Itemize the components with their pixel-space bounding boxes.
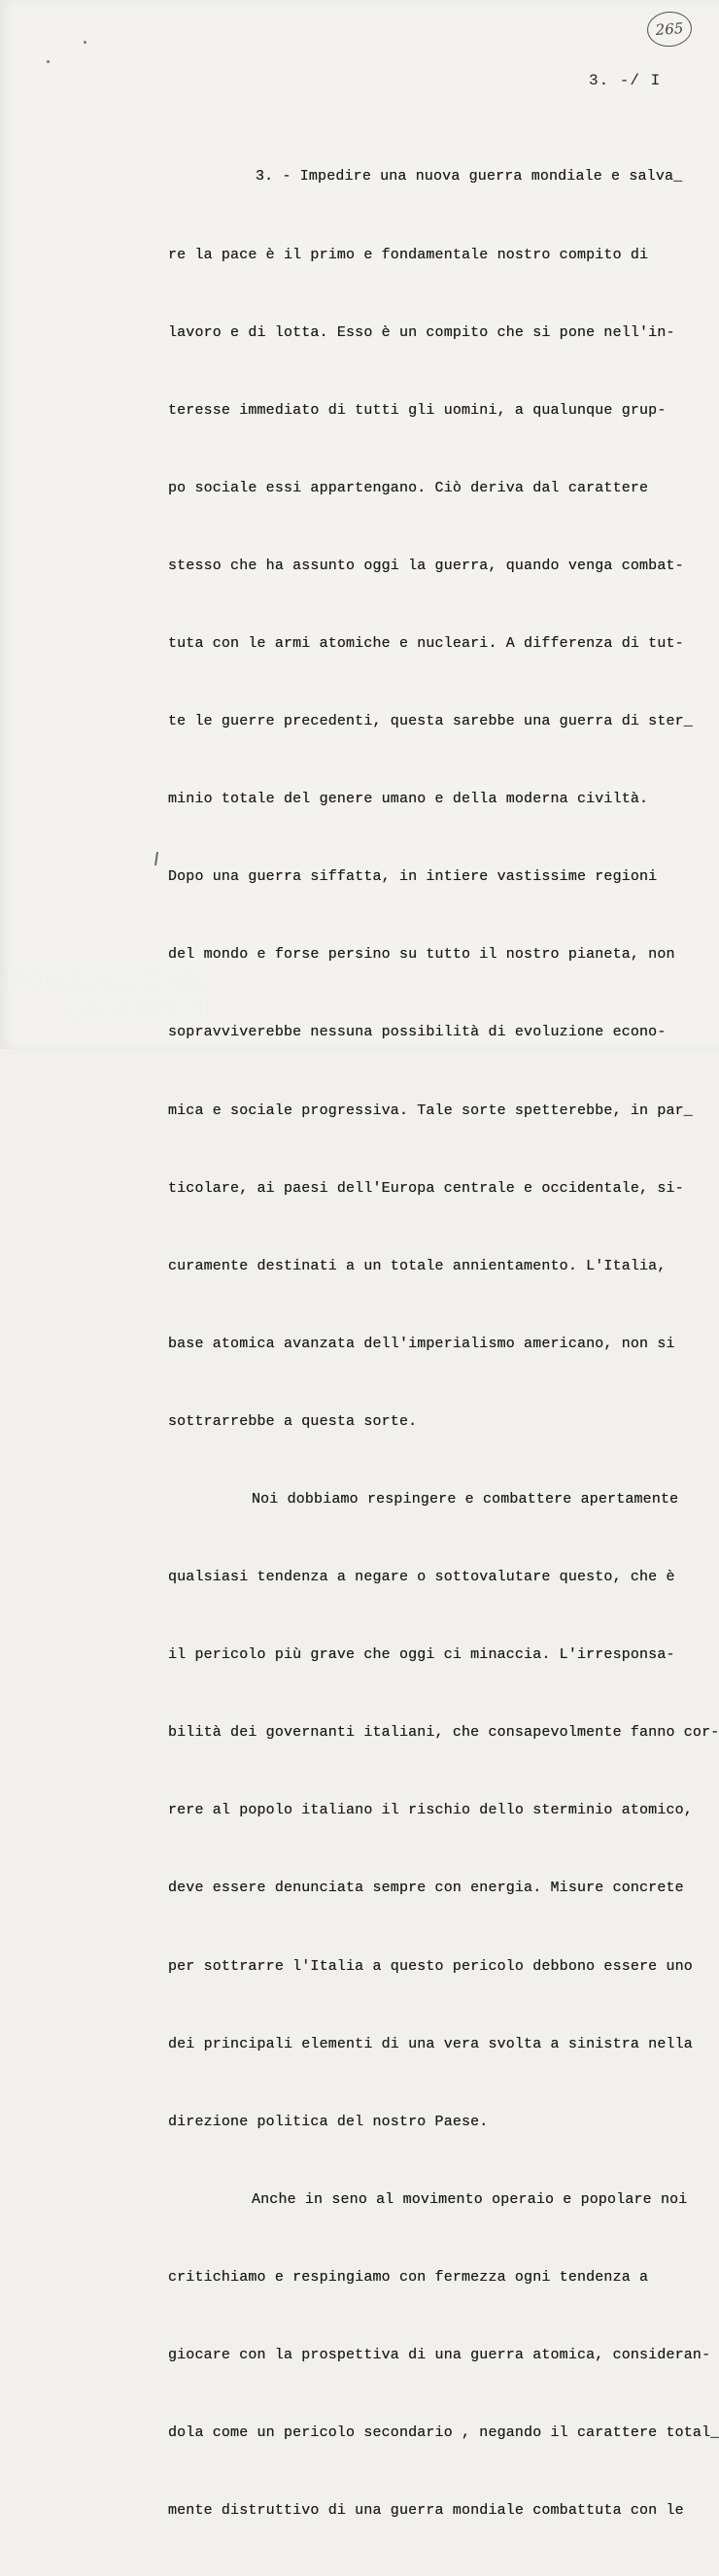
text-line: giocare con la prospettiva di una guerra atomica, consideran-	[168, 2347, 711, 2364]
text-line: sottrarrebbe a questa sorte.	[168, 1412, 418, 1430]
text-line: qualsiasi tendenza a negare o sottovalutare questo, che è	[168, 1569, 675, 1586]
text-line: minio totale del genere umano e della moderna civiltà.	[168, 791, 649, 808]
text-line: Noi dobbiamo respingere e combattere apertamente	[252, 1491, 679, 1508]
watermark-line-1: FONDAZIONE	[6, 966, 209, 998]
text-line: ticolare, ai paesi dell'Europa centrale e occidentale, si-	[168, 1179, 684, 1197]
text-line: te le guerre precedenti, questa sarebbe una guerra di ster_	[168, 713, 693, 730]
text-line: deve essere denunciata sempre con energia. Misure concrete	[168, 1880, 684, 1897]
fondazione-gramsci-watermark	[6, 967, 209, 1026]
faint-bleed-through	[165, 47, 174, 60]
body-text	[168, 113, 719, 2576]
text-line: Dopo una guerra siffatta, in intiere vastissime regioni	[168, 868, 658, 886]
text-line: base atomica avanzata dell'imperialismo americano, non si	[168, 1335, 675, 1352]
text-line: 3. - Impedire una nuova guerra mondiale e salva_	[256, 168, 683, 186]
text-line: dei principali elementi di una vera svolta a sinistra nella	[168, 2035, 693, 2052]
margin-speck	[84, 41, 86, 44]
text-line: Anche in seno al movimento operaio e popolare noi	[252, 2190, 688, 2208]
text-line: direzione politica del nostro Paese.	[168, 2113, 489, 2130]
text-line: lavoro e di lotta. Esso è un compito che si pone nell'in-	[168, 323, 675, 341]
text-line: bilità dei governanti italiani, che consapevolmente fanno cor-	[168, 1724, 719, 1742]
text-line: per sottrarre l'Italia a questo pericolo debbono essere uno	[168, 1957, 693, 1975]
text-line: del mondo e forse persino su tutto il nostro pianeta, non	[168, 946, 675, 964]
text-line: stesso che ha assunto oggi la guerra, quando venga combat-	[168, 557, 684, 574]
text-line: dola come un pericolo secondario , negando il carattere total_	[168, 2424, 719, 2442]
margin-tick-mark	[154, 852, 158, 865]
text-line: tuta con le armi atomiche e nucleari. A differenza di tut-	[168, 634, 684, 652]
text-line: rere al popolo italiano il rischio dello sterminio atomico,	[168, 1802, 693, 1819]
margin-speck	[47, 60, 50, 63]
text-line: critichiamo e respingiamo con fermezza ogni tendenza a	[168, 2268, 649, 2286]
text-line: sopravviverebbe nessuna possibilità di evoluzione econo-	[168, 1024, 667, 1041]
archive-page-stamp: 265	[646, 10, 693, 48]
text-line: mente distruttivo di una guerra mondiale combattuta con le	[168, 2502, 684, 2520]
watermark-line-2: GRAMSCI	[64, 995, 209, 1027]
text-line: mica e sociale progressiva. Tale sorte spetterebbe, in par_	[168, 1102, 693, 1119]
text-line: teresse immediato di tutti gli uomini, a qualunque grup-	[168, 401, 667, 419]
page-number: 3. -/ I	[589, 72, 662, 89]
text-line: curamente destinati a un totale annientamento. L'Italia,	[168, 1257, 667, 1274]
text-line: il pericolo più grave che oggi ci minaccia. L'irresponsa-	[168, 1646, 675, 1664]
text-line: po sociale essi appartengano. Ciò deriva dal carattere	[168, 479, 649, 496]
text-line: re la pace è il primo e fondamentale nostro compito di	[168, 246, 649, 263]
